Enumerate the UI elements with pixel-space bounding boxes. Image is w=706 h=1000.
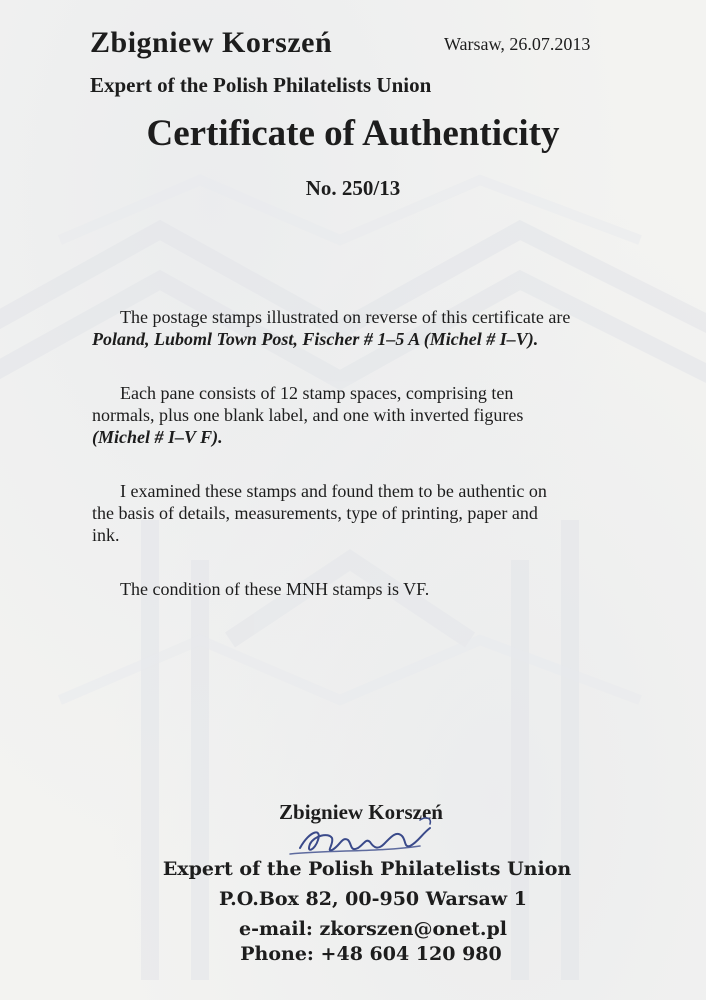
certificate-title: Certificate of Authenticity (146, 113, 560, 154)
paragraph-line: normals, plus one blank label, and one with inverted figures (92, 405, 524, 425)
issue-date: Warsaw, 26.07.2013 (444, 34, 591, 54)
certificate-number: No. 250/13 (305, 176, 401, 200)
paragraph-line: Each pane consists of 12 stamp spaces, comprising ten (120, 383, 514, 403)
paragraph-condition (92, 578, 632, 600)
paragraph-pane-description (92, 382, 632, 448)
paragraph-line: I examined these stamps and found them to be authentic on (120, 481, 547, 501)
paragraph-line: ink. (92, 525, 120, 545)
paragraph-stamps-identification (92, 306, 632, 350)
signatory-name: Zbigniew Korszeń (279, 800, 443, 824)
email-address: e-mail: zkorszen@onet.pl (239, 918, 507, 940)
issuer-title: Expert of the Polish Philatelists Union (90, 73, 432, 97)
paragraph-line: The condition of these MNH stamps is VF. (120, 579, 430, 599)
issuer-name: Zbigniew Korszeń (90, 26, 333, 59)
signatory-title: Expert of the Polish Philatelists Union (162, 858, 572, 880)
stamp-catalog-reference: Poland, Luboml Town Post, Fischer # 1–5 A (Michel # I–V). (92, 329, 539, 349)
michel-variant-reference: (Michel # I–V F). (92, 427, 223, 447)
paragraph-line: the basis of details, measurements, type of printing, paper and (92, 503, 538, 523)
phone-number: Phone: +48 604 120 980 (240, 943, 502, 965)
paragraph-line: The postage stamps illustrated on reverse of this certificate are (120, 307, 571, 327)
paragraph-examination (92, 480, 632, 546)
postal-address: P.O.Box 82, 00-950 Warsaw 1 (219, 888, 527, 910)
